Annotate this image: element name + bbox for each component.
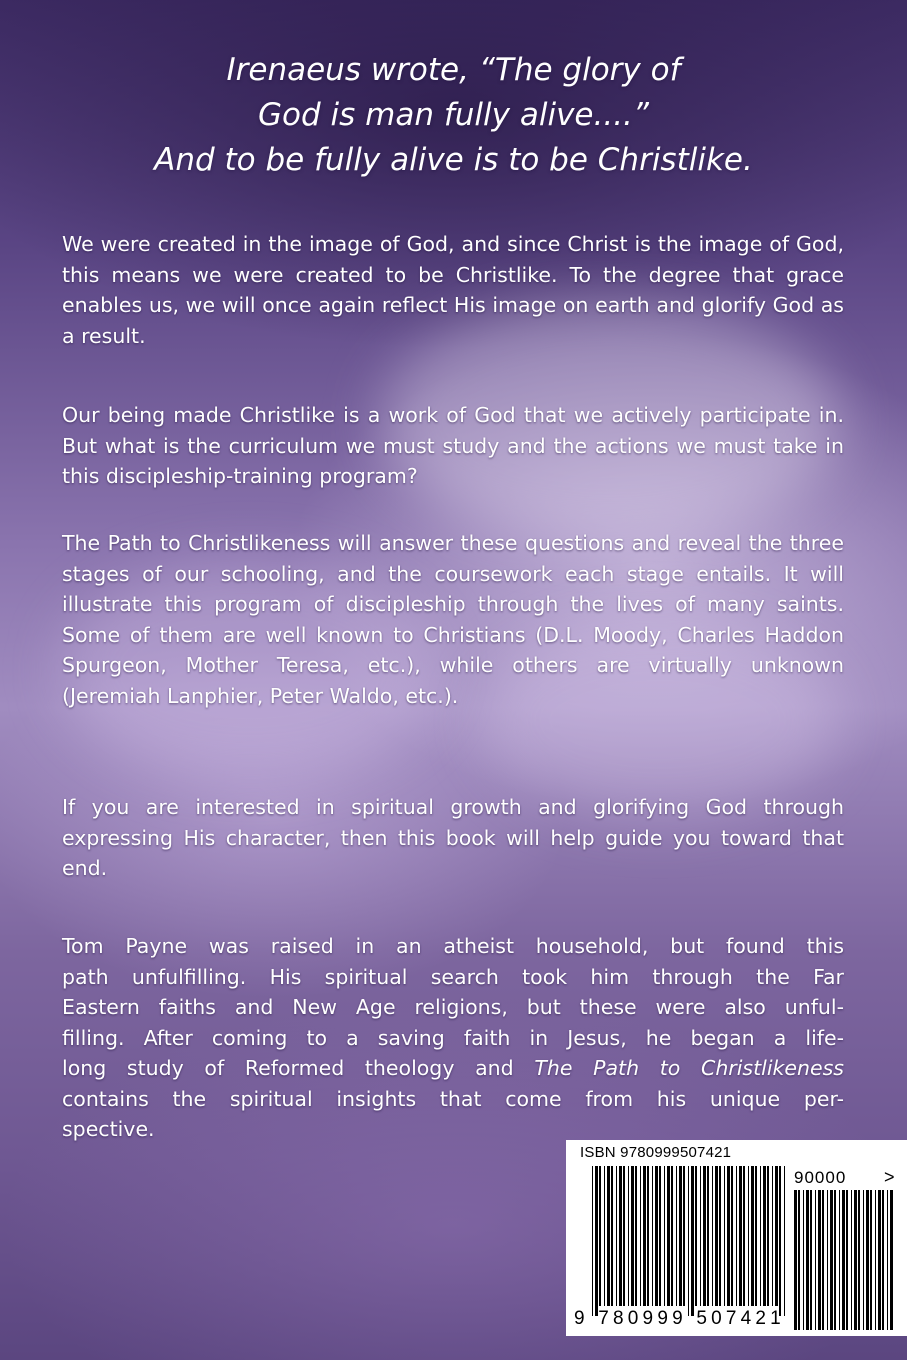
barcode-bar bbox=[652, 1166, 653, 1306]
author-bio bbox=[62, 931, 844, 1145]
barcode-bar bbox=[715, 1166, 718, 1306]
price-code: 90000 bbox=[794, 1168, 847, 1187]
description-text-1: We were created in the image of God, and since Christ is the image of God, this means we were created to be Christlike. To the degree that grace enables us, we will once again reflect His image on earth and glorify God as a result. bbox=[62, 232, 844, 348]
barcode-bar bbox=[736, 1166, 737, 1306]
isbn-label: ISBN 9780999507421 bbox=[580, 1144, 732, 1161]
barcode-bar bbox=[643, 1166, 646, 1306]
barcode-bar bbox=[599, 1166, 601, 1306]
barcode-bar bbox=[676, 1166, 677, 1306]
barcode-bar bbox=[887, 1190, 888, 1330]
barcode-bar bbox=[683, 1166, 685, 1306]
description-paragraph-3 bbox=[62, 528, 844, 711]
barcode-bar bbox=[724, 1166, 725, 1306]
description-paragraph-4 bbox=[62, 792, 844, 884]
barcode-bar bbox=[748, 1166, 749, 1306]
bio-line-6: contains the spiritual insights that come from his unique per- bbox=[62, 1086, 844, 1111]
barcode-bar bbox=[839, 1190, 840, 1330]
barcode-bar bbox=[703, 1166, 706, 1306]
barcode-bar bbox=[731, 1166, 733, 1306]
barcode-bar bbox=[635, 1166, 637, 1306]
bio-line-5 bbox=[62, 1053, 844, 1084]
barcode-bar bbox=[890, 1190, 893, 1330]
barcode-bar bbox=[751, 1166, 754, 1306]
barcode-bar bbox=[592, 1166, 593, 1316]
barcode-bar bbox=[755, 1166, 757, 1306]
barcode-bar bbox=[842, 1190, 845, 1330]
barcode-bar bbox=[691, 1166, 694, 1316]
quote-line-2: God is man fully alive....” bbox=[258, 97, 649, 133]
barcode-bar bbox=[830, 1190, 833, 1330]
price-arrow: > bbox=[884, 1167, 895, 1187]
bio-line-1: Tom Payne was raised in an atheist household, but found this bbox=[62, 934, 844, 958]
barcode-bar bbox=[760, 1166, 761, 1306]
description-paragraph-1 bbox=[62, 229, 844, 351]
bio-line-3: Eastern faiths and New Age religions, but these were also unful- bbox=[62, 995, 844, 1019]
description-paragraph-2 bbox=[62, 400, 844, 492]
barcode-bar bbox=[806, 1190, 809, 1330]
barcode-bar bbox=[712, 1166, 713, 1306]
barcode-bar bbox=[647, 1166, 649, 1306]
barcode-bar bbox=[623, 1166, 625, 1306]
barcode-bar bbox=[767, 1166, 769, 1306]
bio-line-4: filling. After coming to a saving faith in Jesus, he began a life- bbox=[62, 1025, 844, 1050]
barcode-bar bbox=[779, 1166, 781, 1316]
barcode-bar bbox=[739, 1166, 742, 1306]
barcode-bar bbox=[640, 1166, 641, 1306]
barcode-bar bbox=[775, 1166, 778, 1306]
barcode-bar bbox=[858, 1190, 860, 1330]
barcode-bar bbox=[866, 1190, 869, 1330]
description-text-3: The Path to Christlikeness will answer these questions and reveal the three stages of our schooling, and the coursework each stage entails. It will illustrate this program of discipleship through the lives of many saints. Some of them are well known to Christians (D.L. Moody, Charles Haddon Spurgeon, Mother Teresa, etc.), while others are virtually unknown (Jeremiah Lanphier, Peter Waldo, etc.). bbox=[62, 531, 844, 708]
barcode-bar bbox=[863, 1190, 864, 1330]
barcode-bar bbox=[815, 1190, 816, 1330]
barcode-bar bbox=[878, 1190, 881, 1330]
barcode-bar bbox=[604, 1166, 605, 1306]
barcode-bar bbox=[664, 1166, 665, 1306]
barcode-bar bbox=[667, 1166, 670, 1306]
barcode-bar bbox=[619, 1166, 622, 1306]
barcode-bar bbox=[784, 1166, 785, 1316]
quote-line-1: Irenaeus wrote, “The glory of bbox=[226, 52, 681, 88]
barcode-bar bbox=[628, 1166, 629, 1306]
barcode-bar bbox=[700, 1166, 701, 1306]
ean-digits: 9 780999 507421 bbox=[574, 1308, 785, 1329]
barcode-bar bbox=[679, 1166, 682, 1306]
barcode-bar bbox=[803, 1190, 804, 1330]
barcode-bar bbox=[595, 1166, 598, 1316]
barcode-bar bbox=[827, 1190, 828, 1330]
barcode-bar bbox=[719, 1166, 721, 1306]
barcode-bar bbox=[707, 1166, 709, 1306]
barcode-bar bbox=[870, 1190, 872, 1330]
barcode-bar bbox=[616, 1166, 617, 1306]
bio-line-5-text: long study of Reformed theology and bbox=[62, 1056, 535, 1080]
barcode-bar bbox=[763, 1166, 766, 1306]
barcode-bar bbox=[882, 1190, 884, 1330]
barcode-bar bbox=[875, 1190, 876, 1330]
barcode-bar bbox=[810, 1190, 812, 1330]
bio-line-2: path unfulfilling. His spiritual search took him through the Far bbox=[62, 964, 844, 989]
barcode-bar bbox=[854, 1190, 857, 1330]
book-title: The Path to Christlikeness bbox=[534, 1056, 844, 1080]
barcode-bar bbox=[822, 1190, 824, 1330]
barcode-bar bbox=[834, 1190, 836, 1330]
barcode-bar bbox=[607, 1166, 610, 1306]
barcode-bar bbox=[772, 1166, 773, 1306]
barcode-bar bbox=[688, 1166, 689, 1316]
barcode-bar bbox=[743, 1166, 745, 1306]
barcode-bar bbox=[798, 1190, 800, 1330]
barcode-bar bbox=[818, 1190, 821, 1330]
barcode-bar bbox=[695, 1166, 697, 1306]
barcode-bar bbox=[659, 1166, 661, 1306]
barcode-bar bbox=[794, 1190, 797, 1330]
description-text-2: Our being made Christlike is a work of God that we actively participate in. But what is the curriculum we must study and the actions we must take in this discipleship-training program? bbox=[62, 403, 844, 488]
barcode-bar bbox=[727, 1166, 730, 1306]
barcode-bar bbox=[671, 1166, 673, 1306]
barcode-bars bbox=[566, 1140, 907, 1336]
barcode-bar bbox=[846, 1190, 848, 1330]
barcode-bar bbox=[851, 1190, 852, 1330]
quote-line-3: And to be fully alive is to be Christlike. bbox=[154, 142, 753, 178]
isbn-barcode bbox=[566, 1140, 907, 1336]
bio-line-7: spective. bbox=[62, 1117, 155, 1141]
description-text-4: If you are interested in spiritual growth and glorifying God through expressing His character, then this book will help guide you toward that end. bbox=[62, 795, 844, 880]
barcode-bar bbox=[631, 1166, 634, 1306]
barcode-bar bbox=[611, 1166, 613, 1306]
barcode-bar bbox=[655, 1166, 658, 1306]
opening-quote bbox=[0, 48, 907, 183]
